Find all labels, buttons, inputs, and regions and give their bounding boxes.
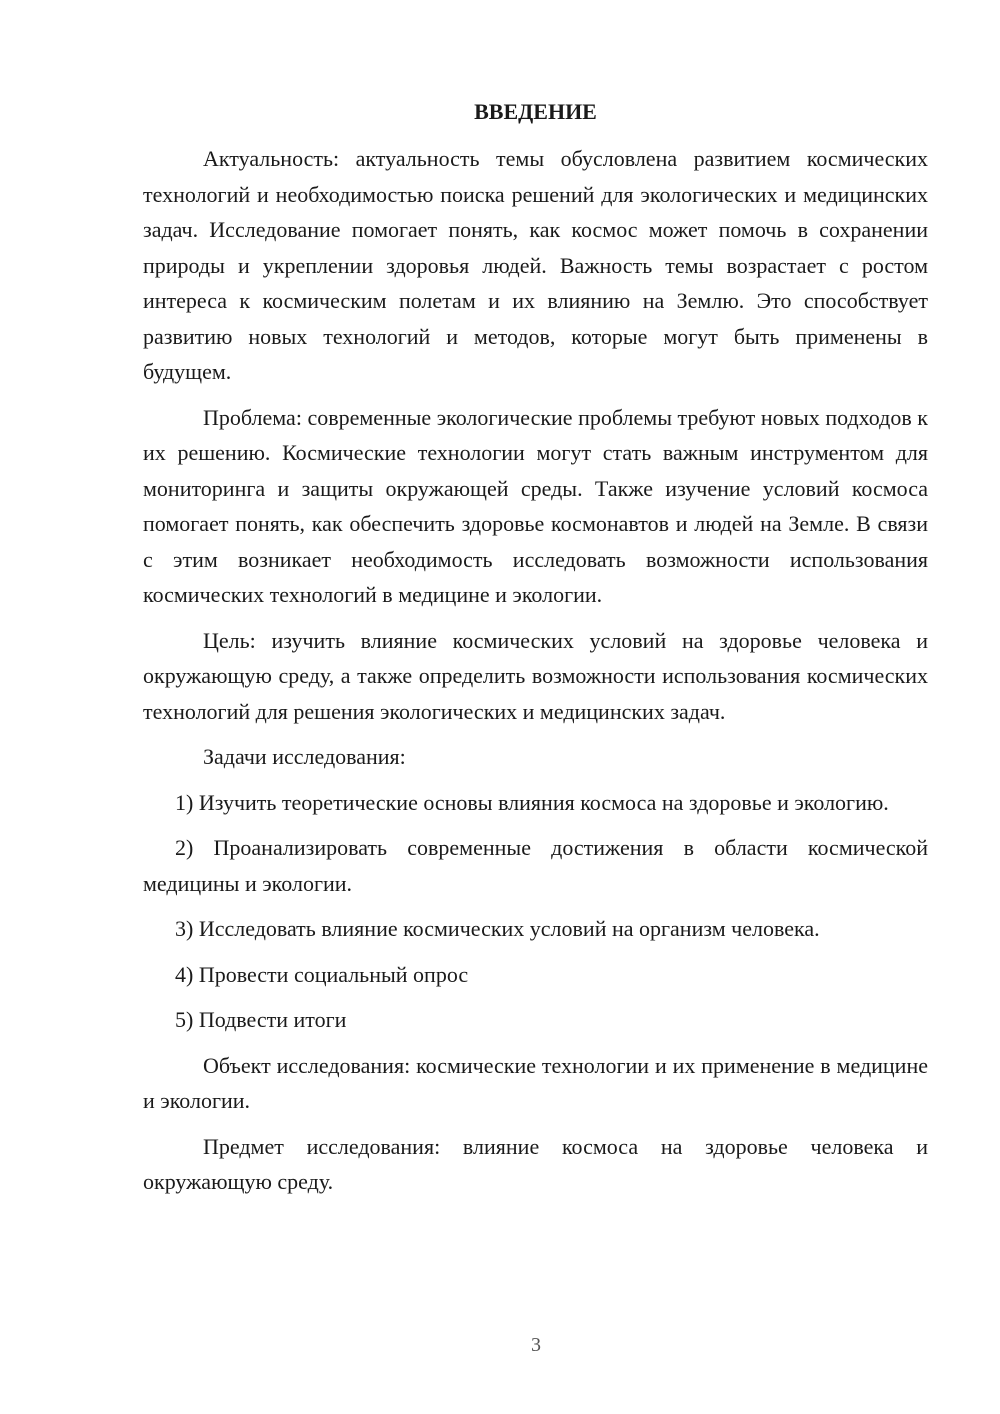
subject-paragraph: Предмет исследования: влияние космоса на здоровье человека и окружающую среду. — [143, 1133, 928, 1194]
task-item-3: 3) Исследовать влияние космических условий на организм человека. — [175, 916, 820, 941]
object-paragraph: Объект исследования: космические технологии и их применение в медицине и экологии. — [143, 1052, 928, 1113]
problem-paragraph: Проблема: современные экологические проблемы требуют новых подходов к их решению. Космические технологии могут стать важным инструментом для мониторинга и защиты окружающей среды. Также изучение условий космоса помогает понять, как обеспечить здоровье космонавтов и людей на Земле. В связи с этим возникает необходимость исследовать возможности использования космических технологий в медицине и экологии. — [143, 404, 928, 607]
goal-paragraph: Цель: изучить влияние космических условий на здоровье человека и окружающую среду, а также определить возможности использования космических технологий для решения экологических и медицинских задач. — [143, 627, 928, 724]
document-body — [143, 94, 928, 1210]
page-number: 3 — [531, 1334, 541, 1356]
tasks-title: Задачи исследования: — [203, 744, 406, 769]
task-item-4: 4) Провести социальный опрос — [175, 961, 469, 987]
task-item-5: 5) Подвести итоги — [175, 1007, 347, 1032]
section-heading: ВВЕДЕНИЕ — [474, 99, 597, 124]
task-item-1: 1) Изучить теоретические основы влияния космоса на здоровье и экологию. — [175, 789, 889, 815]
relevance-paragraph: Актуальность: актуальность темы обусловлена развитием космических технологий и необходимостью поиска решений для экологических и медицинских задач. Исследование помогает понять, как космос может помочь в сохранении природы и укреплении здоровья людей. Важность темы возрастает с ростом интереса к космическим полетам и их влиянию на Землю. Это способствует развитию новых технологий и методов, которые могут быть применены в будущем. — [143, 146, 928, 384]
task-item-2: 2) Проанализировать современные достижения в области космической медицины и экологии. — [143, 835, 928, 896]
